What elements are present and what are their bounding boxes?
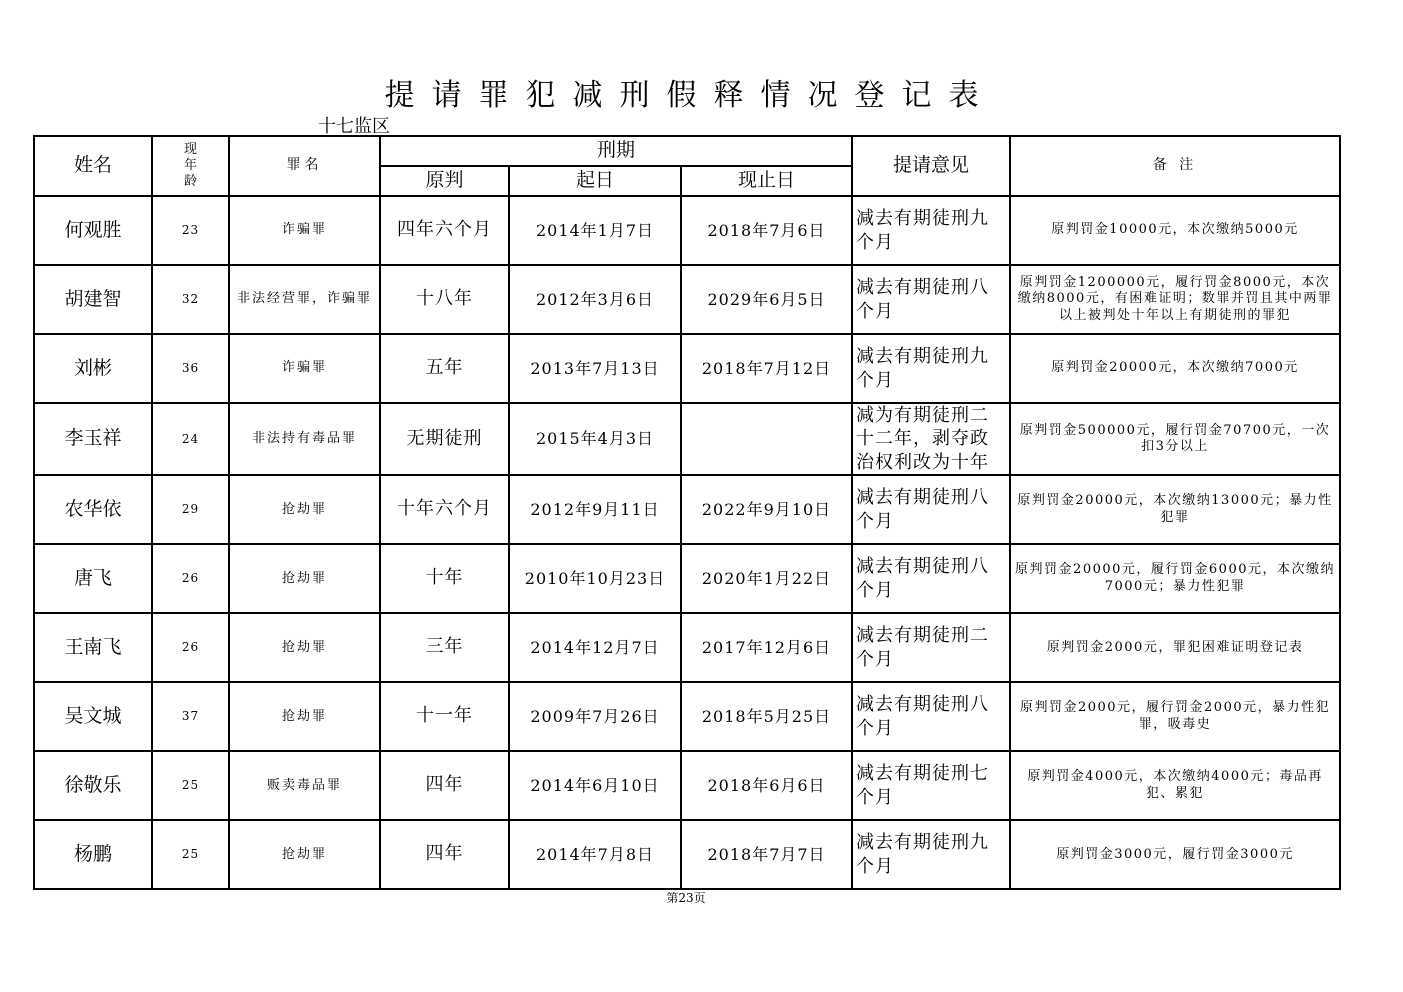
cell-original: 四年 [380,820,509,889]
cell-opinion: 减去有期徒刑九个月 [852,196,1010,265]
cell-end: 2018年7月12日 [681,334,852,403]
cell-age: 26 [152,544,229,613]
cell-remarks: 原判罚金20000元，本次缴纳7000元 [1010,334,1340,403]
cell-opinion: 减去有期徒刑八个月 [852,475,1010,544]
header-original: 原判 [380,166,509,196]
cell-original: 十年 [380,544,509,613]
table-row [34,403,1340,475]
cell-name: 王南飞 [34,613,152,682]
cell-age: 24 [152,403,229,475]
cell-crime: 抢劫罪 [229,475,380,544]
cell-start: 2013年7月13日 [509,334,681,403]
cell-age: 37 [152,682,229,751]
cell-end: 2020年1月22日 [681,544,852,613]
cell-opinion: 减去有期徒刑八个月 [852,682,1010,751]
cell-remarks: 原判罚金2000元，履行罚金2000元，暴力性犯罪，吸毒史 [1010,682,1340,751]
cell-opinion: 减去有期徒刑九个月 [852,820,1010,889]
cell-crime: 抢劫罪 [229,682,380,751]
page-number: 第23页 [666,891,706,905]
cell-crime: 抢劫罪 [229,613,380,682]
cell-age: 25 [152,751,229,820]
cell-original: 五年 [380,334,509,403]
cell-end: 2029年6月5日 [681,265,852,334]
cell-crime: 贩卖毒品罪 [229,751,380,820]
cell-opinion: 减去有期徒刑九个月 [852,334,1010,403]
cell-name: 农华依 [34,475,152,544]
cell-start: 2010年10月23日 [509,544,681,613]
cell-original: 四年 [380,751,509,820]
cell-crime: 非法经营罪，诈骗罪 [229,265,380,334]
header-opinion: 提请意见 [852,136,1010,196]
cell-start: 2012年9月11日 [509,475,681,544]
header-row-1 [34,136,1340,166]
cell-age: 36 [152,334,229,403]
cell-name: 吴文城 [34,682,152,751]
cell-opinion: 减去有期徒刑八个月 [852,544,1010,613]
cell-crime: 抢劫罪 [229,544,380,613]
header-crime: 罪名 [229,136,380,196]
cell-name: 胡建智 [34,265,152,334]
table-row [34,334,1340,403]
table-row [34,265,1340,334]
table-row [34,475,1340,544]
cell-original: 无期徒刑 [380,403,509,475]
cell-remarks: 原判罚金2000元，罪犯困难证明登记表 [1010,613,1340,682]
cell-remarks: 原判罚金20000元，本次缴纳13000元；暴力性犯罪 [1010,475,1340,544]
table-row [34,196,1340,265]
cell-end: 2018年5月25日 [681,682,852,751]
cell-name: 徐敬乐 [34,751,152,820]
cell-start: 2014年12月7日 [509,613,681,682]
header-age-text: 现年龄 [183,141,197,190]
cell-remarks: 原判罚金10000元，本次缴纳5000元 [1010,196,1340,265]
cell-age: 23 [152,196,229,265]
cell-original: 十年六个月 [380,475,509,544]
cell-start: 2012年3月6日 [509,265,681,334]
cell-start: 2014年6月10日 [509,751,681,820]
table-row [34,544,1340,613]
header-remarks: 备 注 [1010,136,1340,196]
header-age [152,136,229,196]
cell-name: 唐飞 [34,544,152,613]
header-end: 现止日 [681,166,852,196]
cell-remarks: 原判罚金20000元，履行罚金6000元，本次缴纳7000元；暴力性犯罪 [1010,544,1340,613]
cell-name: 李玉祥 [34,403,152,475]
table-row [34,613,1340,682]
cell-end: 2018年7月7日 [681,820,852,889]
cell-start: 2009年7月26日 [509,682,681,751]
cell-age: 26 [152,613,229,682]
cell-remarks: 原判罚金4000元，本次缴纳4000元；毒品再犯、累犯 [1010,751,1340,820]
cell-age: 29 [152,475,229,544]
cell-original: 十一年 [380,682,509,751]
table-row [34,682,1340,751]
cell-remarks: 原判罚金3000元，履行罚金3000元 [1010,820,1340,889]
table-row [34,820,1340,889]
header-name: 姓名 [34,136,152,196]
cell-crime: 诈骗罪 [229,334,380,403]
cell-crime: 抢劫罪 [229,820,380,889]
district-label: 十七监区 [318,116,390,137]
cell-name: 刘彬 [34,334,152,403]
cell-start: 2014年7月8日 [509,820,681,889]
cell-remarks: 原判罚金500000元，履行罚金70700元，一次扣3分以上 [1010,403,1340,475]
cell-age: 25 [152,820,229,889]
cell-end: 2018年7月6日 [681,196,852,265]
cell-start: 2015年4月3日 [509,403,681,475]
registration-table [33,135,1341,890]
cell-start: 2014年1月7日 [509,196,681,265]
cell-original: 四年六个月 [380,196,509,265]
cell-end [681,403,852,475]
cell-age: 32 [152,265,229,334]
cell-crime: 诈骗罪 [229,196,380,265]
cell-original: 三年 [380,613,509,682]
header-sentence-group: 刑期 [380,136,852,166]
cell-original: 十八年 [380,265,509,334]
cell-name: 何观胜 [34,196,152,265]
cell-remarks: 原判罚金1200000元，履行罚金8000元，本次缴纳8000元，有困难证明；数罪并罚且其中两罪以上被判处十年以上有期徒刑的罪犯 [1010,265,1340,334]
cell-end: 2017年12月6日 [681,613,852,682]
header-start: 起日 [509,166,681,196]
cell-end: 2022年9月10日 [681,475,852,544]
cell-crime: 非法持有毒品罪 [229,403,380,475]
cell-end: 2018年6月6日 [681,751,852,820]
table-row [34,751,1340,820]
cell-opinion: 减为有期徒刑二十二年，剥夺政治权利改为十年 [852,403,1010,475]
cell-opinion: 减去有期徒刑八个月 [852,265,1010,334]
document-title: 提请罪犯减刑假释情况登记表 [384,78,996,113]
cell-opinion: 减去有期徒刑七个月 [852,751,1010,820]
cell-name: 杨鹏 [34,820,152,889]
cell-opinion: 减去有期徒刑二个月 [852,613,1010,682]
